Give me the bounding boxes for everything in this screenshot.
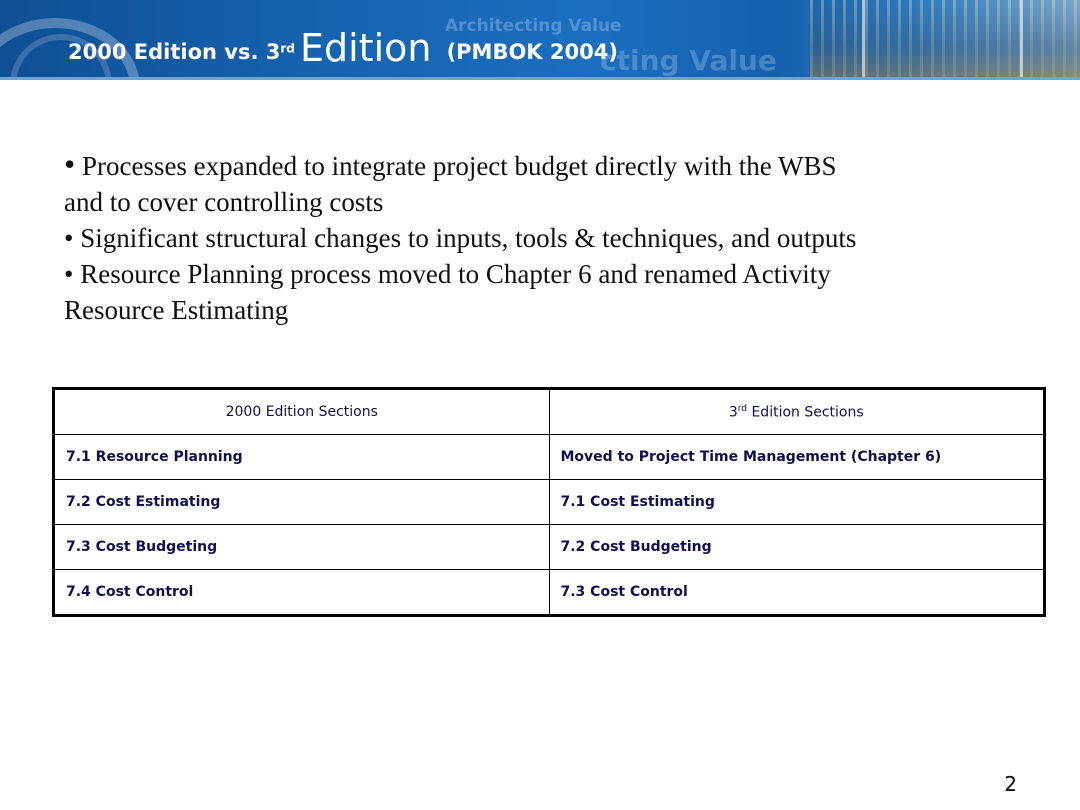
bullet-item (64, 256, 1024, 292)
bullet-glyph: • (64, 259, 74, 289)
title-dot: . (250, 40, 266, 64)
banner-bridge-pole (862, 0, 865, 80)
banner-watermark: Architecting Value (445, 16, 622, 36)
bullet-text: Resource Planning process moved to Chapter 6 and renamed Activity (80, 259, 831, 289)
table-cell: 7.4 Cost Control (54, 570, 550, 616)
table-row (54, 525, 1045, 570)
bullet-continuation: and to cover controlling costs (64, 187, 384, 217)
bullet-text: Significant structural changes to inputs, tools & techniques, and outputs (80, 223, 857, 253)
table-header-2000: 2000 Edition Sections (54, 389, 550, 435)
banner-bridge-pole (1020, 0, 1023, 80)
bullet-glyph: • (64, 146, 76, 182)
bullet-item (64, 220, 1024, 256)
table-cell: 7.1 Cost Estimating (549, 480, 1045, 525)
header-superscript: rd (737, 403, 748, 414)
table-cell: 7.3 Cost Control (549, 570, 1045, 616)
title-third-prefix: 3 (265, 40, 281, 64)
bullet-continuation: Resource Estimating (64, 295, 289, 325)
table-cell: 7.1 Resource Planning (54, 435, 550, 480)
banner-watermark: cting Value (600, 44, 777, 77)
table-header-row (54, 389, 1045, 435)
title-part-2000: 2000 Edition vs (68, 40, 251, 64)
slide-title (68, 26, 618, 70)
title-pmbok: (PMBOK 2004) (446, 40, 618, 64)
bullet-list (64, 146, 1024, 328)
sections-table (52, 387, 1046, 617)
header-rest: Edition Sections (747, 404, 864, 421)
table-row (54, 570, 1045, 616)
table-row (54, 435, 1045, 480)
title-edition: Edition (299, 26, 432, 70)
bullet-item (64, 146, 1024, 184)
table-cell: 7.3 Cost Budgeting (54, 525, 550, 570)
header-prefix: 3 (728, 404, 738, 421)
page-number: 2 (1004, 772, 1017, 796)
bullet-text: Processes expanded to integrate project budget directly with the WBS (81, 151, 837, 181)
title-banner (0, 0, 1080, 80)
table-cell: Moved to Project Time Management (Chapter 6) (549, 435, 1045, 480)
title-superscript: rd (280, 41, 295, 56)
banner-city-image (810, 0, 1080, 80)
table-header-3rd (549, 389, 1045, 435)
table-cell: 7.2 Cost Estimating (54, 480, 550, 525)
bullet-glyph: • (64, 223, 74, 253)
table-cell: 7.2 Cost Budgeting (549, 525, 1045, 570)
table-row (54, 480, 1045, 525)
